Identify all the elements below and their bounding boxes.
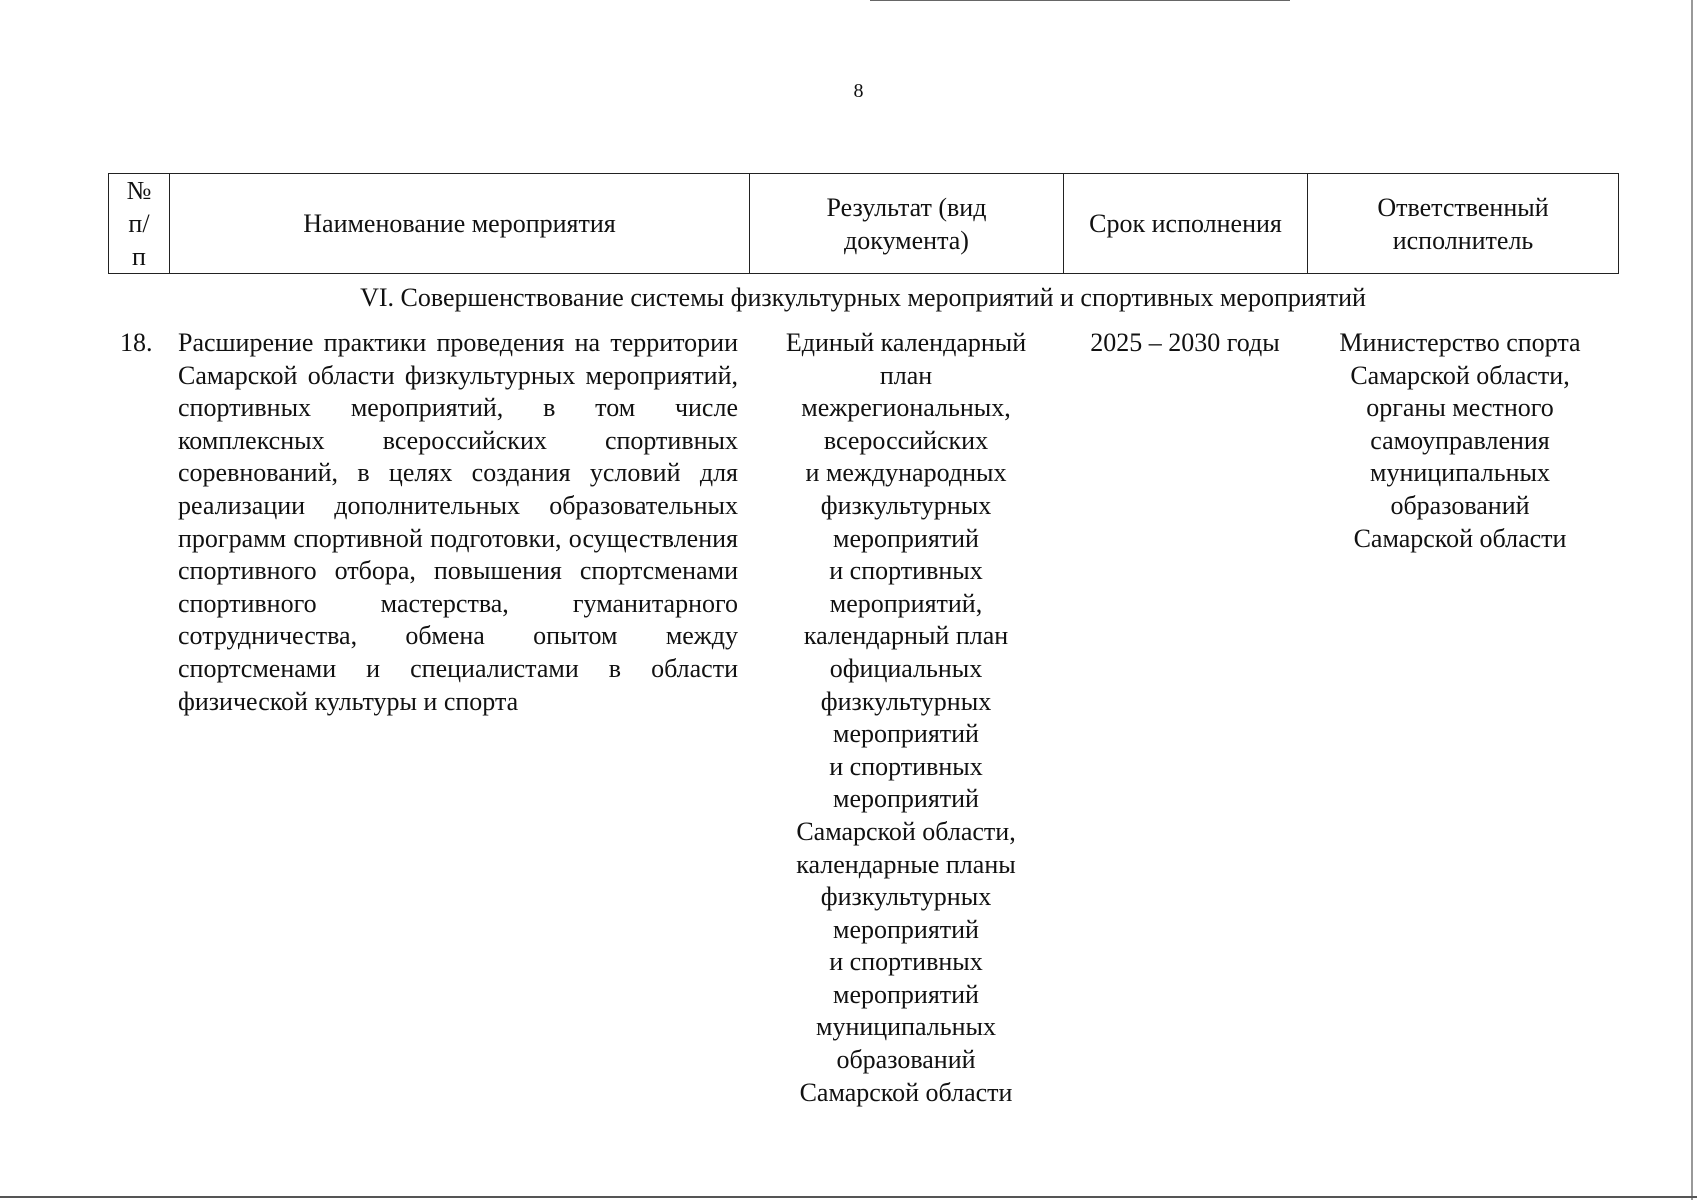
result-line: всероссийских xyxy=(823,425,989,455)
result-line: физкультурных xyxy=(820,686,992,716)
result-line: мероприятий, xyxy=(829,588,983,618)
result-line: и международных xyxy=(805,458,1007,488)
row-responsible xyxy=(1310,327,1610,555)
result-line: межрегиональных, xyxy=(801,393,1011,423)
responsible-line: муниципальных xyxy=(1369,458,1550,488)
result-line: план xyxy=(879,360,933,390)
section-title: VI. Совершенствование системы физкультурных мероприятий и спортивных мероприятий xyxy=(360,283,1366,312)
result-line: и спортивных xyxy=(829,947,983,977)
row-term: 2025 – 2030 годы xyxy=(1090,328,1280,357)
scan-artifact-top xyxy=(870,0,1290,1)
table-header xyxy=(108,173,1619,274)
responsible-line: органы местного xyxy=(1366,393,1554,423)
result-line: физкультурных xyxy=(820,490,992,520)
result-line: мероприятий xyxy=(833,719,979,749)
result-line: муниципальных xyxy=(815,1012,996,1042)
row-number: 18. xyxy=(120,328,153,357)
result-line: Единый календарный xyxy=(785,328,1027,357)
result-line: Самарской области xyxy=(799,1077,1013,1107)
row-activity-name: Расширение практики проведения на территории Самарской области физкультурных мероприятий, спортивных мероприятий, в том числе комплексных всероссийских спортивных соревнований, в целях создания условий для реализации дополнительных образовательных программ спортивной подготовки, осуществления спортивного отбора, повышения спортсменами спортивного мастерства, гуманитарного сотрудничества, обмена опытом между спортсменами и специалистами в области физической культуры и спорта xyxy=(178,328,738,716)
result-line: мероприятий xyxy=(833,784,979,814)
result-line: физкультурных xyxy=(820,882,992,912)
result-line: мероприятий xyxy=(833,979,979,1009)
responsible-line: самоуправления xyxy=(1370,425,1550,455)
column-header-name: Наименование мероприятия xyxy=(170,174,750,274)
column-header-result: Результат (вид документа) xyxy=(750,174,1064,274)
responsible-line: образований xyxy=(1390,490,1530,520)
responsible-line: Министерство спорта xyxy=(1339,328,1581,357)
row-result xyxy=(758,327,1054,1109)
result-line: Самарской области, xyxy=(796,816,1016,846)
scan-artifact-bottom xyxy=(0,1196,1697,1198)
column-header-term: Срок исполнения xyxy=(1064,174,1308,274)
result-line: мероприятий xyxy=(833,523,979,553)
result-line: календарные планы xyxy=(796,849,1016,879)
result-line: и спортивных xyxy=(829,751,983,781)
responsible-line: Самарской области xyxy=(1353,523,1567,553)
result-line: и спортивных xyxy=(829,556,983,586)
result-line: официальных xyxy=(829,653,983,683)
result-line: образований xyxy=(836,1045,976,1075)
responsible-line: Самарской области, xyxy=(1350,360,1570,390)
page-number: 8 xyxy=(853,80,864,102)
result-line: мероприятий xyxy=(833,914,979,944)
column-header-number: № п/п xyxy=(109,174,170,274)
result-line: календарный план xyxy=(803,621,1009,651)
scan-artifact-right-edge xyxy=(1691,0,1693,1200)
column-header-responsible: Ответственный исполнитель xyxy=(1308,174,1619,274)
